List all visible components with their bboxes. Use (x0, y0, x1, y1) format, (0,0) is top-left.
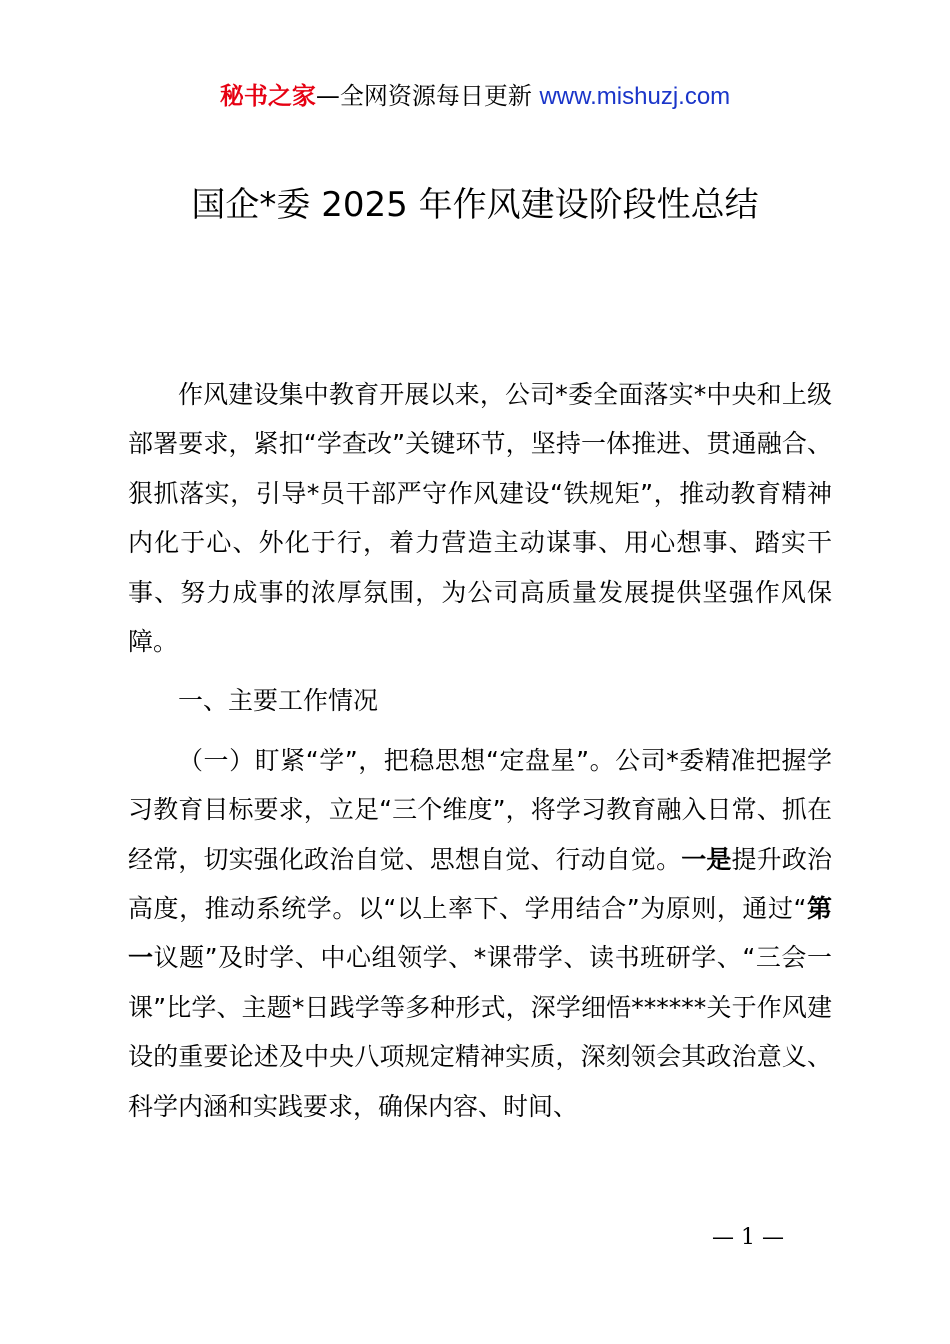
document-body (128, 370, 832, 1131)
site-tagline: —全网资源每日更新 (315, 82, 540, 110)
document-title: 国企*委 2025 年作风建设阶段性总结 (191, 185, 759, 225)
site-header (0, 80, 950, 113)
paragraph-text: 议题”及时学、中心组领学、*课带学、读书班研学、“三会一课”比学、主题*日践学等多种形式，深学细悟******关于作风建设的重要论述及中央八项规定精神实质，深刻领会其政治意义、科学内涵和实践要求，确保内容、时间、 (128, 943, 832, 1121)
section-heading: 一、主要工作情况 (178, 686, 379, 716)
bold-phrase: 一是 (681, 844, 732, 874)
paragraph-text: 提升政治高度，推动系统学。以“以上率下、学用结合”为原则，通过“ (128, 844, 832, 924)
section-paragraph (128, 736, 832, 1131)
intro-paragraph: 作风建设集中教育开展以来，公司*委全面落实*中央和上级部署要求，紧扣“学查改”关键环节，坚持一体推进、贯通融合、狠抓落实，引导*员干部严守作风建设“铁规矩”，推动教育精神内化于心、外化于行，着力营造主动谋事、用心想事、踏实干事、努力成事的浓厚氛围，为公司高质量发展提供坚强作风保障。 (128, 380, 832, 657)
bold-phrase: 第一 (128, 894, 832, 973)
page-number: — 1 — (712, 1225, 784, 1250)
site-brand: 秘书之家 (219, 82, 316, 110)
paragraph-text: （一）盯紧“学”，把稳思想“定盘星”。公司*委精准把握学习教育目标要求，立足“三个维度”，将学习教育融入日常、抓在经常，切实强化政治自觉、思想自觉、行动自觉。 (128, 745, 832, 874)
site-url-link[interactable]: www.mishuzj.com (539, 83, 731, 110)
